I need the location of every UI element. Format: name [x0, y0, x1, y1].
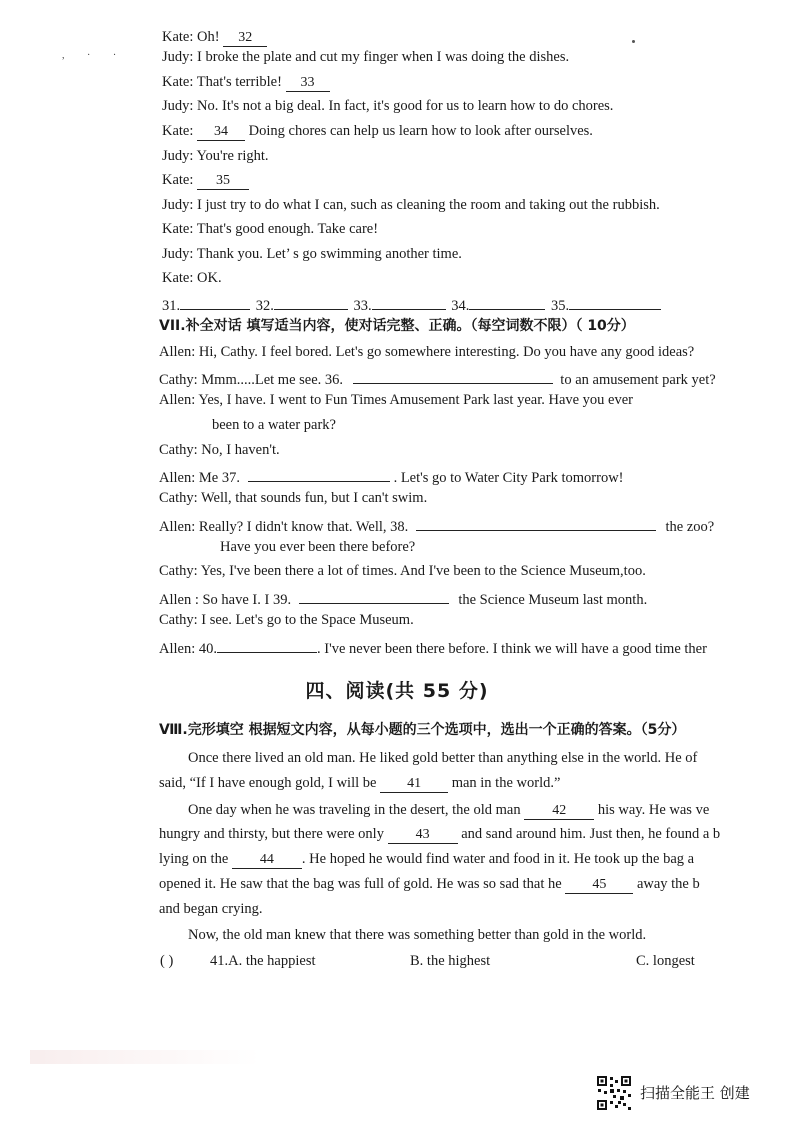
dialogue-line: Allen: Yes, I have. I went to Fun Times Amusement Park last year. Have you ever	[159, 392, 634, 408]
blank-37[interactable]	[248, 464, 390, 482]
scan-smudge	[30, 1050, 260, 1064]
line-text: the Science Museum last month.	[458, 592, 648, 608]
answer-line	[162, 292, 661, 316]
answer-label-31: 31.	[162, 298, 181, 314]
passage-line	[159, 773, 560, 793]
passage-line	[188, 800, 766, 820]
dialogue-line: Cathy: Yes, I've been there a lot of times. And I've been to the Science Museum,too.	[159, 563, 646, 579]
passage-line	[159, 874, 766, 894]
answer-blank-31[interactable]	[180, 292, 250, 310]
option-c[interactable]: C. longest	[636, 953, 695, 969]
blank-45[interactable]: 45	[565, 876, 633, 894]
line-text: . I've never been there before. I think we will have a good time ther	[317, 641, 707, 657]
answer-label-35: 35.	[551, 298, 570, 314]
dialogue-line: Judy: Thank you. Let’ s go swimming another time.	[162, 246, 462, 262]
blank-33[interactable]: 33	[286, 74, 330, 92]
dialogue-line	[159, 366, 716, 390]
blank-38[interactable]	[416, 513, 656, 531]
stray-dot	[632, 40, 635, 43]
section-4-title: 四、阅读(共 55 分)	[305, 680, 489, 702]
blank-44[interactable]: 44	[232, 851, 302, 869]
line-text: Kate:	[162, 123, 198, 139]
answer-label-32: 32.	[255, 298, 274, 314]
blank-35[interactable]: 35	[197, 172, 249, 190]
passage-line: Now, the old man knew that there was something better than gold in the world.	[188, 927, 647, 943]
stray-marks: , · ·	[62, 50, 127, 61]
option-b[interactable]: B. the highest	[410, 953, 491, 969]
dialogue-line: Allen: Hi, Cathy. I feel bored. Let's go somewhere interesting. Do you have any good ideas?	[159, 344, 695, 360]
line-text: said, “If I have enough gold, I will be	[159, 775, 381, 791]
dialogue-line: Kate: That's good enough. Take care!	[162, 221, 379, 237]
blank-42[interactable]: 42	[524, 802, 594, 820]
line-text: One day when he was traveling in the desert, the old man	[188, 802, 525, 818]
dialogue-line: Kate: OK.	[162, 270, 222, 286]
line-text: Kate: That's terrible!	[162, 74, 286, 90]
dialogue-line	[162, 170, 249, 190]
dialogue-line	[162, 27, 267, 47]
dialogue-line	[159, 464, 624, 488]
blank-39[interactable]	[299, 586, 449, 604]
passage-line	[159, 824, 766, 844]
blank-43[interactable]: 43	[388, 826, 458, 844]
line-text: opened it. He saw that the bag was full of gold. He was so sad that he	[159, 876, 566, 892]
line-text: Allen : So have I. I 39.	[159, 592, 292, 608]
passage-line: and began crying.	[159, 901, 263, 917]
line-text: the zoo?	[665, 519, 715, 535]
dialogue-line	[159, 586, 647, 610]
dialogue-line	[159, 513, 714, 537]
dialogue-line: been to a water park?	[212, 417, 336, 433]
line-text: Doing chores can help us learn how to look after ourselves.	[245, 123, 593, 139]
line-text: Kate: Oh!	[162, 29, 224, 45]
dialogue-line: Judy: I broke the plate and cut my finger when I was doing the dishes.	[162, 49, 570, 65]
line-text: to an amusement park yet?	[560, 372, 716, 388]
line-text: Allen: Really? I didn't know that. Well, 38.	[159, 519, 409, 535]
dialogue-line: Have you ever been there before?	[220, 539, 416, 555]
dialogue-line	[162, 121, 593, 141]
answer-blank-34[interactable]	[469, 292, 545, 310]
section-7-heading: VII.补全对话 填写适当内容，使对话完整、正确。（每空词数不限）（ 10分）	[159, 318, 635, 334]
blank-41[interactable]: 41	[380, 775, 448, 793]
line-text: lying on the	[159, 851, 232, 867]
blank-34[interactable]: 34	[197, 123, 245, 141]
answer-label-34: 34.	[451, 298, 470, 314]
line-text: Allen: Me 37.	[159, 470, 240, 486]
line-text: . He hoped he would find water and food in it. He took up the bag a	[301, 851, 695, 867]
qr-code-icon	[596, 1075, 632, 1111]
dialogue-line: Cathy: I see. Let's go to the Space Museum.	[159, 612, 414, 628]
section-8-heading: Ⅷ.完形填空 根据短文内容，从每小题的三个选项中，选出一个正确的答案。（5分）	[159, 722, 686, 738]
answer-blank-32[interactable]	[274, 292, 348, 310]
dialogue-line: Cathy: No, I haven't.	[159, 442, 280, 458]
blank-40[interactable]	[217, 635, 317, 653]
blank-32[interactable]: 32	[223, 29, 267, 47]
dialogue-line: Judy: No. It's not a big deal. In fact, it's good for us to learn how to do chores.	[162, 98, 614, 114]
line-text: away the b	[633, 876, 700, 892]
line-text: hungry and thirsty, but there were only	[159, 826, 388, 842]
line-text: Kate:	[162, 172, 198, 188]
scanner-watermark: 扫描全能王 创建	[640, 1084, 750, 1102]
passage-line	[159, 849, 766, 869]
dialogue-line: Judy: I just try to do what I can, such as cleaning the room and taking out the rubbish.	[162, 197, 660, 213]
answer-blank-35[interactable]	[569, 292, 661, 310]
passage-line: Once there lived an old man. He liked gold better than anything else in the world. He of	[188, 750, 698, 766]
answer-paren[interactable]: ( )	[160, 953, 174, 969]
line-text: . Let's go to Water City Park tomorrow!	[393, 470, 624, 486]
answer-label-33: 33.	[353, 298, 372, 314]
dialogue-line: Cathy: Well, that sounds fun, but I can't swim.	[159, 490, 428, 506]
line-text: man in the world.”	[448, 775, 561, 791]
line-text: Allen: 40.	[159, 641, 217, 657]
line-text: his way. He was ve	[594, 802, 710, 818]
answer-blank-33[interactable]	[372, 292, 446, 310]
line-text: and sand around him. Just then, he found a b	[457, 826, 721, 842]
dialogue-line: Judy: You're right.	[162, 148, 269, 164]
line-text: Cathy: Mmm.....Let me see. 36.	[159, 372, 344, 388]
dialogue-line	[162, 72, 330, 92]
option-a[interactable]: 41.A. the happiest	[210, 953, 316, 969]
blank-36[interactable]	[353, 366, 553, 384]
dialogue-line	[159, 635, 767, 659]
